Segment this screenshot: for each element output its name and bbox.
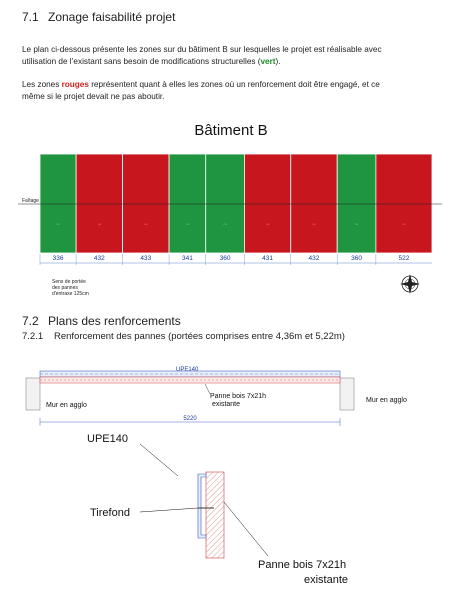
zone-mark: ~ — [97, 222, 101, 229]
zone-dimension-label: 432 — [308, 255, 320, 262]
zone-green — [337, 154, 376, 253]
detail-panne-label-2: existante — [304, 574, 349, 586]
zone-dimension-label: 360 — [219, 255, 231, 262]
subsection-title: Renforcement des pannes (portées comprises entre 4,36m et 5,22m) — [54, 331, 345, 342]
zone-mark: ~ — [223, 222, 227, 229]
detail-panne-label-1: Panne bois 7x21h — [258, 559, 347, 571]
zone-mark: ~ — [265, 222, 270, 229]
zone-mark: ~ — [185, 222, 190, 229]
zone-red — [244, 154, 290, 253]
building-title: Bâtiment B — [194, 122, 268, 139]
right-support-label: Mur en agglo — [366, 397, 407, 404]
section-heading-7-2 — [22, 314, 181, 328]
intro-text-end: ). — [275, 56, 281, 66]
zone-dimension-label: 341 — [181, 255, 193, 262]
zone-mark: ~ — [312, 222, 316, 229]
elevation-panne-label-1: Panne bois 7x21h — [210, 393, 267, 400]
zone-mark: ~ — [56, 222, 60, 229]
span-dimension-label: 5220 — [183, 416, 197, 422]
zone-red — [76, 154, 122, 253]
section-2-title: Plans des renforcements — [48, 314, 181, 328]
detail-upe-label: UPE140 — [87, 433, 128, 445]
dimensions-group — [40, 254, 410, 265]
intro-text-line-2: utilisation de l’existant sans besoin de modifications structurelles ( — [22, 56, 261, 66]
elevation-panne-label-2: existante — [212, 401, 241, 408]
span-note — [52, 279, 89, 297]
zone-dimension-label: 522 — [398, 255, 410, 262]
zone-green — [206, 154, 245, 253]
subsection-heading-7-2-1 — [22, 331, 345, 342]
zone-mark: ~ — [354, 222, 359, 229]
faitage-label: Faîtage — [22, 198, 39, 204]
red-text-start: Les zones — [22, 80, 62, 89]
span-note-line-2: des pannes — [52, 285, 78, 291]
red-keyword: rouges — [61, 80, 89, 89]
zone-dimension-label: 336 — [52, 255, 64, 262]
zone-dimension-label: 432 — [93, 255, 105, 262]
elevation-drawing — [0, 360, 462, 430]
zone-green — [40, 154, 76, 253]
detail-tirefond-label: Tirefond — [90, 507, 130, 519]
zone-red — [123, 154, 170, 253]
compass-icon — [400, 274, 420, 294]
section-title: Zonage faisabilité projet — [48, 10, 176, 24]
section-number: 7.1 — [22, 10, 39, 24]
zone-red — [376, 154, 432, 253]
green-keyword: vert — [260, 56, 276, 66]
zones-group — [40, 154, 432, 253]
zone-red — [291, 154, 337, 253]
zone-dimension-label: 431 — [262, 255, 274, 262]
left-support-label: Mur en agglo — [46, 402, 87, 409]
zone-dimension-label: 433 — [140, 255, 152, 262]
left-wall — [26, 378, 40, 410]
intro-text-line-1: Le plan ci-dessous présente les zones sur du bâtiment B sur lesquelles le projet est réalisable avec — [22, 45, 382, 54]
subsection-number: 7.2.1 — [22, 331, 44, 342]
section-detail-drawing — [0, 430, 462, 594]
elevation-beam-label: UPE140 — [176, 367, 199, 373]
red-text-mid: représentent quant à elles les zones où un renforcement doit être engagé, et ce — [88, 80, 380, 89]
panne-section — [206, 472, 224, 558]
span-note-line-3: d'entraxe 125cm — [52, 291, 89, 297]
zone-dimension-label: 360 — [351, 255, 362, 262]
section-2-number: 7.2 — [22, 314, 39, 328]
span-note-line-1: Sens de portée — [52, 279, 86, 285]
upe-profile — [198, 474, 206, 538]
zone-mark: ~ — [144, 222, 148, 229]
zone-mark: ~ — [402, 222, 406, 229]
right-wall — [340, 378, 354, 410]
red-text-end: même si le projet devait ne pas aboutir. — [22, 91, 165, 101]
zone-green — [169, 154, 206, 253]
